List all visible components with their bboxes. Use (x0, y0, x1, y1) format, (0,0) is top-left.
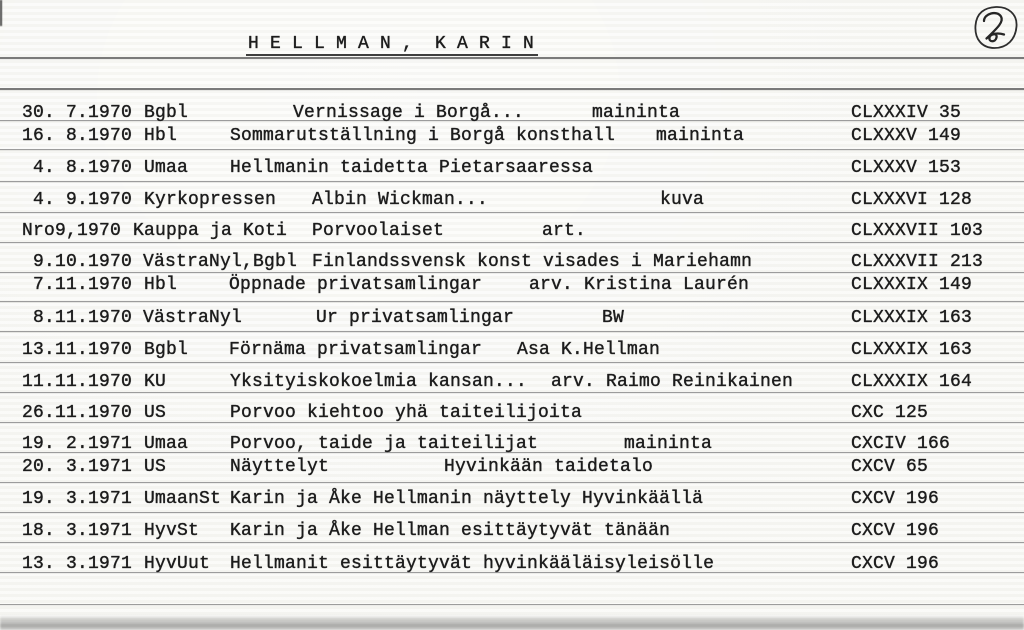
entry-source: Bgbl (144, 340, 189, 360)
entry-row (0, 308, 1024, 328)
entry-source: Hbl (144, 126, 178, 146)
entry-title: Näyttelyt (230, 457, 330, 477)
entry-title: Hellmanin taidetta Pietarsaaressa (230, 158, 594, 178)
entry-ref: CLXXXIX 149 (851, 275, 973, 295)
entry-row (0, 340, 1024, 360)
entry-ref: CXCV 196 (851, 489, 940, 509)
page-title: H E L L M A N , K A R I N (248, 34, 535, 54)
entry-ref: CXCV 65 (851, 457, 929, 477)
entry-source: VästraNyl,Bgbl (143, 252, 298, 272)
entry-date: 16. 8.1970 (22, 126, 133, 146)
entry-source: VästraNyl (143, 308, 243, 328)
entry-row (0, 521, 1024, 541)
header-underline (246, 54, 538, 56)
entry-row (0, 103, 1024, 123)
ruled-line (0, 542, 1024, 543)
ruled-line (0, 482, 1024, 483)
entry-row (0, 158, 1024, 178)
entry-date: 4. 9.1970 (22, 190, 133, 210)
entry-note: Hyvinkään taidetalo (444, 457, 654, 477)
entry-ref: CLXXXV 149 (851, 126, 962, 146)
entry-title: Förnäma privatsamlingar (229, 340, 483, 360)
entry-title: Yksityiskokoelmia kansan... (230, 372, 528, 392)
entry-ref: CXCIV 166 (851, 434, 951, 454)
ruled-line (0, 331, 1024, 332)
ruled-line (0, 301, 1024, 302)
entry-date: 30. 7.1970 (22, 103, 133, 123)
entry-note: maininta (592, 103, 681, 123)
entry-source: Kyrkopressen (144, 190, 277, 210)
entry-row (0, 372, 1024, 392)
entry-source: Umaa (144, 158, 189, 178)
entry-source: HyvSt (144, 521, 200, 541)
entry-source: KU (144, 372, 167, 392)
entry-title: Karin ja Åke Hellman esittäytyvät tänään (230, 521, 671, 541)
ruled-line (0, 57, 1024, 59)
ruled-line (0, 272, 1024, 273)
entry-date: 19. 2.1971 (22, 434, 133, 454)
entry-note: maininta (656, 126, 745, 146)
entry-ref: CXC 125 (851, 403, 929, 423)
entry-source: Hbl (144, 275, 178, 295)
entry-note: maininta (624, 434, 713, 454)
entry-source: UmaanSt (144, 489, 222, 509)
entry-date: 11.11.1970 (22, 372, 133, 392)
scan-edge-shadow (0, 616, 1024, 630)
ruled-line (0, 604, 1024, 605)
page-number-badge (969, 4, 1023, 52)
entry-row (0, 190, 1024, 210)
entry-date: 19. 3.1971 (22, 489, 133, 509)
ruled-line (0, 212, 1024, 213)
entry-title: Porvoo, taide ja taiteilijat (230, 434, 539, 454)
ruled-line (0, 88, 1024, 90)
scan-artifact-tick (0, 0, 2, 26)
entry-date: 9.10.1970 (22, 252, 133, 272)
entry-title: Porvoolaiset (312, 221, 445, 241)
ruled-line (0, 392, 1024, 393)
entry-row (0, 252, 1024, 272)
entry-ref: CLXXXIV 35 (851, 103, 962, 123)
entry-date: 4. 8.1970 (22, 158, 133, 178)
entry-ref: CLXXXIX 163 (851, 308, 973, 328)
entry-row (0, 403, 1024, 423)
ruled-line (0, 362, 1024, 363)
entry-ref: CLXXXVII 103 (851, 221, 984, 241)
ruled-line (0, 181, 1024, 182)
ruled-line (0, 242, 1024, 243)
entry-date: 7.11.1970 (22, 275, 133, 295)
entry-row (0, 221, 1024, 241)
entry-ref: CLXXXIX 163 (851, 340, 973, 360)
entry-source: HyvUut (144, 554, 211, 574)
entry-row (0, 554, 1024, 574)
entry-source: US (144, 403, 167, 423)
entry-title: Porvoo kiehtoo yhä taiteilijoita (230, 403, 583, 423)
entry-row (0, 457, 1024, 477)
entry-title: Finlandssvensk konst visades i Mariehamn (312, 252, 753, 272)
entry-note: kuva (660, 190, 705, 210)
entry-date: 8.11.1970 (22, 308, 133, 328)
entry-note: arv. Kristina Laurén (529, 275, 750, 295)
entry-source: Kauppa ja Koti (133, 221, 288, 241)
entry-ref: CLXXXIX 164 (851, 372, 973, 392)
entry-date: 18. 3.1971 (22, 521, 133, 541)
ruled-line (0, 149, 1024, 150)
entry-source: Umaa (144, 434, 189, 454)
entry-date: 20. 3.1971 (22, 457, 133, 477)
entry-title: Vernissage i Borgå... (293, 103, 525, 123)
entry-row (0, 434, 1024, 454)
entry-note: art. (542, 221, 587, 241)
entry-ref: CLXXXVI 128 (851, 190, 973, 210)
entry-date: Nro9,1970 (22, 221, 122, 241)
entry-date: 26.11.1970 (22, 403, 133, 423)
entry-note: BW (602, 308, 625, 328)
entry-title: Karin ja Åke Hellmanin näyttely Hyvinkäällä (230, 489, 704, 509)
entry-date: 13.11.1970 (22, 340, 133, 360)
entry-title: Ur privatsamlingar (316, 308, 515, 328)
entry-title: Sommarutställning i Borgå konsthall (230, 126, 616, 146)
entry-note: Asa K.Hellman (517, 340, 661, 360)
entry-note: arv. Raimo Reinikainen (551, 372, 794, 392)
entry-source: US (144, 457, 167, 477)
entry-row (0, 126, 1024, 146)
entry-title: Hellmanit esittäytyvät hyvinkääläisyleisölle (230, 554, 715, 574)
entry-ref: CXCV 196 (851, 521, 940, 541)
entry-ref: CLXXXV 153 (851, 158, 962, 178)
entry-row (0, 275, 1024, 295)
entry-title: Öppnade privatsamlingar (229, 275, 483, 295)
entry-ref: CLXXXVII 213 (851, 252, 984, 272)
entry-ref: CXCV 196 (851, 554, 940, 574)
entry-source: Bgbl (144, 103, 189, 123)
entry-title: Albin Wickman... (312, 190, 489, 210)
ruled-line (0, 512, 1024, 513)
entry-date: 13. 3.1971 (22, 554, 133, 574)
entry-row (0, 489, 1024, 509)
handwritten-two (984, 13, 1004, 41)
